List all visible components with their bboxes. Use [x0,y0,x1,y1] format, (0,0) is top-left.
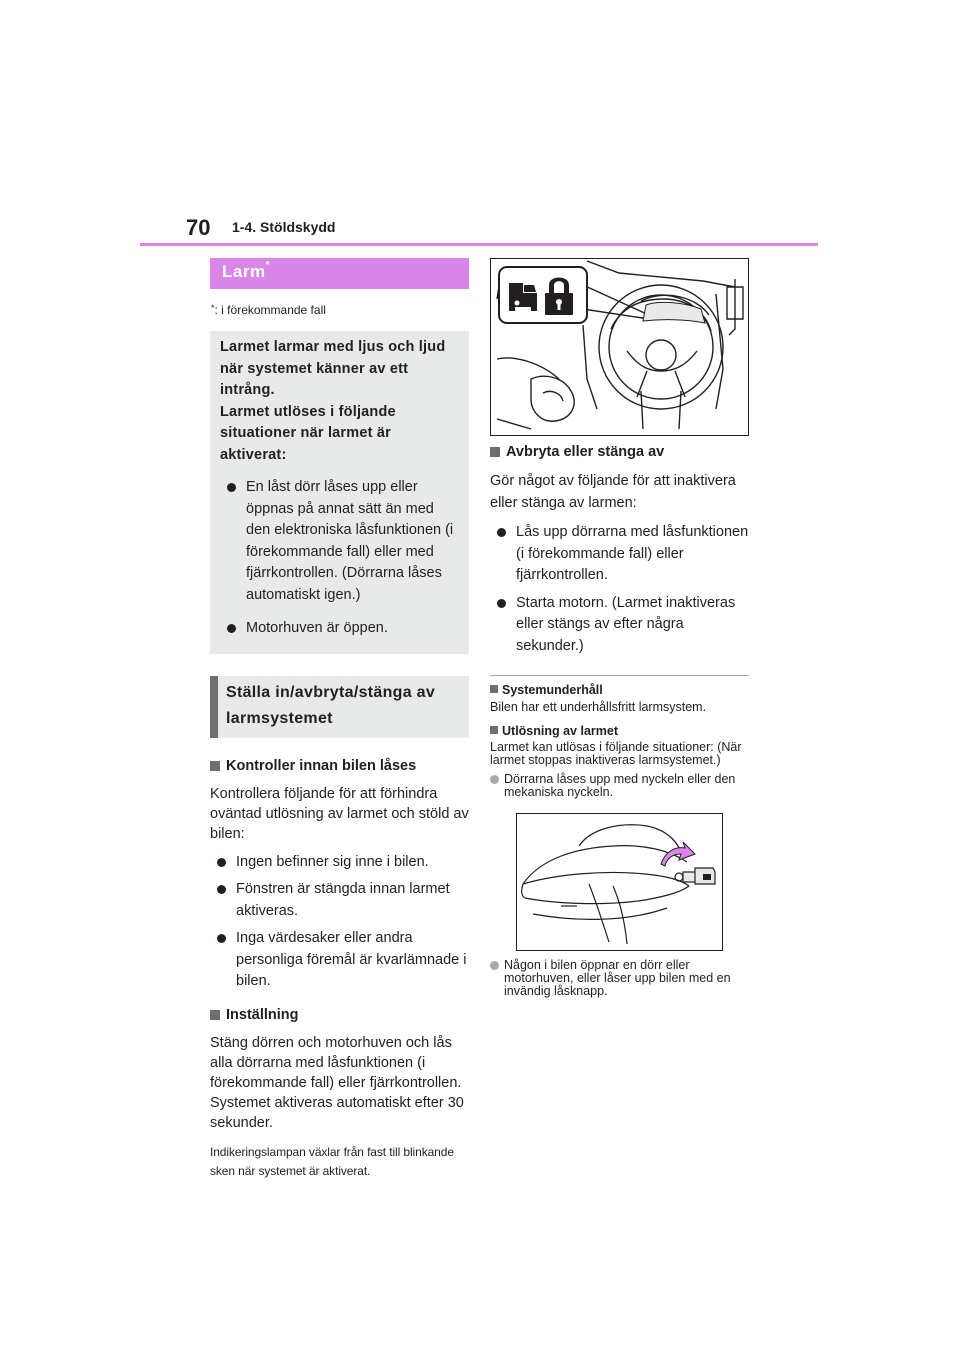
setting-text: Stäng dörren och motorhuven och lås alla dörrarna med låsfunktionen (i förekommande fall) eller fjärrkontrollen. Systemet aktiveras automatiskt efter 30 sekunder. [210,1034,464,1131]
door-handle-illustration [516,813,723,951]
maintenance-text: Bilen har ett underhållsfritt larmsystem. [490,700,707,714]
list-item: Starta motorn. (Larmet inaktiveras eller stängs av efter några sekunder.) [490,593,749,658]
maintenance-note [490,682,749,714]
banner-footnote-mark: * [265,260,270,271]
left-column [210,258,469,1181]
section-banner [210,258,469,289]
trigger-item: Dörrarna låses upp med nyckeln eller den mekaniska nyckeln. [490,773,749,799]
banner-title: Larm [222,262,266,281]
dashboard-illustration [490,258,749,436]
section-divider [490,675,749,676]
cancel-text: Gör något av följande för att inaktivera eller stänga av larmen: [490,473,736,511]
check-heading: Kontroller innan bilen låses [210,756,469,776]
maintenance-heading: Systemunderhåll [490,682,749,698]
list-item: Fönstren är stängda innan larmet aktiveras. [210,879,469,922]
intro-box [210,331,469,654]
section-title: 1-4. Stöldskydd [232,219,336,235]
trigger-note [490,723,749,799]
list-item: Inga värdesaker eller andra personliga föremål är kvarlämnade i bilen. [210,928,469,993]
trigger-item: Någon i bilen öppnar en dörr eller motorhuven, eller låser upp bilen med en invändig låsknapp. [490,959,749,998]
list-item: Motorhuven är öppen. [220,618,459,640]
trigger-text: Larmet kan utlösas i följande situationer: (När larmet stoppas inaktiveras larmsystemet.) [490,740,742,767]
header-rule [140,243,818,246]
setting-section [210,1005,469,1181]
door-handle-key-illustration [517,814,721,949]
check-bullet-list [210,852,469,993]
setting-note: Indikeringslampan växlar från fast till blinkande sken när systemet är aktiverat. [210,1144,454,1178]
footnote [210,303,469,317]
check-section [210,756,469,993]
list-item: En låst dörr låses upp eller öppnas på annat sätt än med den elektroniska låsfunktionen (i förekommande fall) eller med fjärrkontrollen. (Dörrarna låses automatiskt igen.) [220,477,459,606]
list-item: Lås upp dörrarna med låsfunktionen (i förekommande fall) eller fjärrkontrollen. [490,522,749,587]
list-item: Ingen befinner sig inne i bilen. [210,852,469,874]
footnote-text: : i förekommande fall [214,303,326,317]
cancel-bullet-list [490,522,749,657]
intro-lead-2: Larmet utlöses i följande situationer när larmet är aktiverat: [220,403,396,463]
check-text: Kontrollera följande för att förhindra oväntad utlösning av larmet och stöld av bilen: [210,785,469,842]
steering-wheel-illustration [491,259,747,434]
page-number: 70 [186,215,211,240]
cancel-section [490,442,749,657]
sub-heading: Ställa in/avbryta/stänga av larmsystemet [210,676,469,738]
footnote-mark: * [211,303,215,313]
setting-heading: Inställning [210,1005,469,1025]
intro-bullet-list [220,477,459,640]
right-column [490,258,749,998]
intro-lead: Larmet larmar med ljus och ljud när systemet känner av ett intrång. [220,339,446,398]
cancel-heading: Avbryta eller stänga av [490,442,749,462]
trigger-heading: Utlösning av larmet [490,723,749,739]
